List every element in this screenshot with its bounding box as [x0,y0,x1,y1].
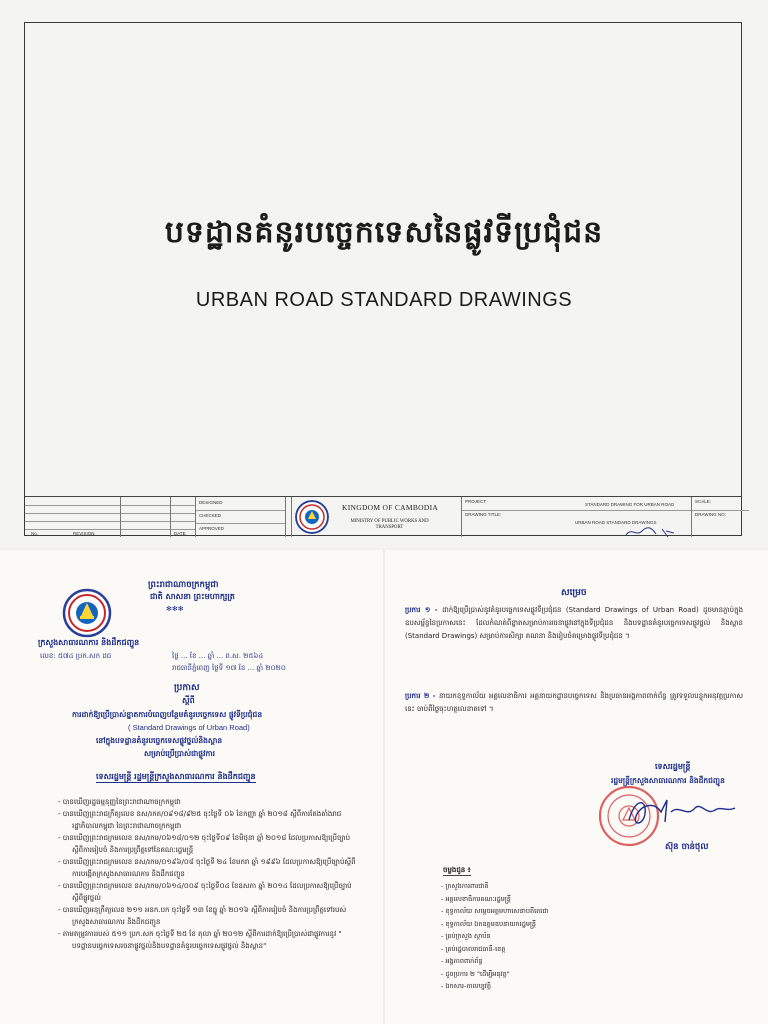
drawing-title-khmer: បទដ្ឋានគំនូរបច្ចេកទេសនៃផ្លូវទីប្រជុំជន [164,215,604,250]
article-1 [405,604,743,643]
ministry-seal-icon [62,588,112,638]
prakas-heading: ប្រកាស [174,683,200,693]
legal-basis-list [58,796,358,952]
legal-basis-item: - បានឃើញព្រះរាជក្រមលេខ នស/រកម/០៦១៨/០១២ ចុះថ្ងៃទី០៩ ខែមិថុនា ឆ្នាំ ២០១៨ ដែលប្រកាសឱ្យប្រើច្បាប់ស្តីពីការរៀបចំ និងការប្រព្រឹត្តទៅនៃគណៈរដ្ឋមន្ត្រី [58,834,351,854]
drawing-title-value: URBAN ROAD STANDARD DRAWINGS [575,520,657,525]
cc-item: - ដូចប្រការ ២ "ដើម្បីអនុវត្ត" [441,969,510,978]
article-2-text: នាយកខុទ្ទកាល័យ អគ្គលេខាធិការ អគ្គនាយកដ្ឋានបច្ចេកទេស និងប្រធានអង្គភាពពាក់ព័ន្ធ ត្រូវទទួលបន្ទុកអនុវត្តប្រកាសនេះ ចាប់ពីថ្ងៃចុះហត្ថលេខាតទៅ ។ [405,692,743,713]
article-2-label: ប្រការ ២ - [405,692,436,700]
checked-label: CHECKED [199,513,222,518]
prakas-subject-2: នៅក្នុងបទដ្ឋានគំនូរបច្ចេកទេសផ្លូវថ្នល់និងស្ពាន [96,736,223,745]
cc-label: ចម្លងជូន ៖ [443,866,471,876]
decision-heading: សម្រេច [561,588,587,598]
ministry-block [291,497,461,537]
cc-item: - អគ្គលេខាធិការគណៈរដ្ឋមន្ត្រី [441,894,511,903]
drawing-title-label: DRAWING TITLE: [465,512,502,517]
cc-item: - អង្គភាពពាក់ព័ន្ធ [441,957,483,965]
drawing-border-frame [24,22,742,536]
minister-signature [621,792,741,834]
revision-column [25,497,120,537]
cc-item: - ខុទ្ទកាល័យ សម្តេចអគ្គមហាសេនាបតីតេជោ [441,907,549,915]
reference-number: លេខ: ៥៧៤ ប្រក.សក ដជ [40,652,112,660]
legal-basis-item: - តាមតម្រូវការរបស់ ៥១១ ប្រក.សក ចុះថ្ងៃទី ២៥ ខែ តុលា ឆ្នាំ ២០១២ ស្តីពីការដាក់ឱ្យប្រើប្រាស់ជាផ្លូវការនូវ " បទដ្ឋានបច្ចេកទេសរចនាផ្លូវថ្នល់និងបទដ្ឋានគំនូរបច្ចេកទេសផ្លូវថ្នល់ និងស្ពាន" [58,930,342,950]
signoff-column [195,497,285,537]
kingdom-heading: ព្រះរាជាណាចក្រកម្ពុជា [148,580,219,590]
initials-signature [622,525,682,539]
cc-item: - ខុទ្ទកាល័យ ឯកឧត្តមឧបនាយករដ្ឋមន្ត្រី [441,919,537,928]
ministry-heading: ក្រសួងសាធារណការ និងដឹកជញ្ជូន [38,638,140,647]
title-block [25,496,741,537]
article-2 [405,690,743,716]
prakas-subject-english: ( Standard Drawings of Urban Road) [128,723,250,732]
legal-basis-item: - បានឃើញរដ្ឋធម្មនុញ្ញនៃព្រះរាជាណាចក្រកម្ពុជា [58,798,181,806]
cc-item: - គ្រប់រដ្ឋបាលរាជធានី-ខេត្ត [441,944,506,953]
legal-basis-item: - បានឃើញព្រះរាជក្រមលេខ នស/រកម/០៦១៤/០០៩ ចុះថ្ងៃទី០៤ ខែឧសភា ឆ្នាំ ២០១៤ ដែលប្រកាសឱ្យប្រើច្បាប់ស្តីពីផ្លូវថ្នល់ [58,882,352,902]
approved-label: APPROVED [199,526,225,531]
drawing-no-label: DRAWING NO: [695,512,726,517]
minister-title: ទេសរដ្ឋមន្ត្រី [655,762,691,771]
prakas-subject-3: សម្រាប់ប្រើប្រាស់ជាផ្លូវការ [144,749,215,758]
prakas-page-left [0,550,383,1024]
rev-no-label: No. [31,530,39,536]
revision-label: REVISION [73,530,95,536]
date-label: DATE [174,530,186,536]
article-1-label: ប្រការ ១ - [405,606,438,614]
revision-desc-column [120,497,170,537]
scale-label: SCALE: [695,499,712,504]
cc-item: - ឯកសារ-កាលប្បវត្តិ [441,982,491,990]
designed-label: DESIGNED [199,500,223,505]
prakas-heading-on: ស្តីពី [182,696,195,705]
legal-basis-item: - បានឃើញអនុក្រឹត្យលេខ ២១១ អនក.បក ចុះថ្ងៃទី ១៣ ខែធ្នូ ឆ្នាំ ២០១៦ ស្តីពីការរៀបចំ និងការប្រព្រឹត្តទៅរបស់ក្រសួងសាធារណការ និងដឹកជញ្ជូន [58,906,347,926]
legal-basis-item: - បានឃើញព្រះរាជក្រមលេខ នស/រកម/០១៩៦/០៨ ចុះថ្ងៃទី ២៤ ខែមករា ឆ្នាំ ១៩៩៦ ដែលប្រកាសឱ្យប្រើច្បាប់ស្តីពីការបង្កើតក្រសួងសាធារណការ និងដឹកជញ្ជូន [58,858,356,878]
scale-block [691,497,741,537]
project-value-block [567,497,691,537]
ministry-label: MINISTRY OF PUBLIC WORKS AND TRANSPORT [350,519,429,530]
prakas-subject: ការដាក់ឱ្យប្រើប្រាស់ខ្នាតការបំពេញបន្ថែមគំនូរបច្ចេកទេស ផ្លូវទីប្រជុំជន [72,710,263,719]
date-column [170,497,195,537]
minister-title-full: រដ្ឋមន្ត្រីក្រសួងសាធារណការ និងដឹកជញ្ជូន [611,776,725,785]
motto-ornament: ✻✻✻ [166,605,184,613]
project-block [461,497,567,537]
date-solar: រាជធានីភ្នំពេញ ថ្ងៃទី ១៧ ខែ ... ឆ្នាំ ២០២០ [172,664,286,672]
project-label: PROJECT: [465,499,487,504]
article-1-text: ដាក់ឱ្យប្រើប្រាស់នូវគំនូរបច្ចេកទេសផ្លូវទីប្រជុំជន (Standard Drawings of Urban Road) ដូចមានភ្ជាប់ក្នុងឧបសម្ព័ន្ធនៃប្រកាសនេះ ដែលកំណត់ពីខ្នាតសម្រាប់ការរចនាផ្លូវនៅក្នុងទីប្រជុំជន និងបទដ្ឋានគំនូរបច្ចេកទេសផ្លូវថ្នល់ និងស្ពាន (Standard Drawings) សម្រាប់ការសិក្សា គណនា និងរៀបចំគម្រោងផ្លូវទីប្រជុំជន ។ [405,606,744,640]
motto-heading: ជាតិ សាសនា ព្រះមហាក្សត្រ [150,592,235,601]
minister-name: ស៊ុន ចាន់ថុល [665,842,709,852]
cc-list [441,880,641,993]
legal-basis-item: - បានឃើញព្រះរាជក្រឹត្យលេខ នស/រកត/០៩១៨/៩២៥ ចុះថ្ងៃទី ០៦ ខែកញ្ញា ឆ្នាំ ២០១៨ ស្តីពីការតែងតាំងរាជរដ្ឋាភិបាលកម្ពុជា នៃព្រះរាជាណាចក្រកម្ពុជា [58,810,342,830]
ministry-logo-icon [295,500,329,534]
drawing-title-english: URBAN ROAD STANDARD DRAWINGS [195,289,573,311]
project-value: STANDARD DRAWING FOR URBAN ROAD [585,502,675,507]
date-lunar: ថ្ងៃ ... ខែ ... ឆ្នាំ ... ព.ស. ២៥៦៤ [172,652,264,660]
cc-item: - គ្រប់ក្រសួង ស្ថាប័ន [441,932,491,940]
kingdom-label: KINGDOM OF CAMBODIA [342,503,439,512]
cc-item: - ក្រសួងការពារជាតិ [441,882,489,890]
prakas-page-right [385,550,768,1024]
minister-line: ទេសរដ្ឋមន្ត្រី រដ្ឋមន្ត្រីក្រសួងសាធារណការ និងដឹកជញ្ជូន [96,772,256,783]
